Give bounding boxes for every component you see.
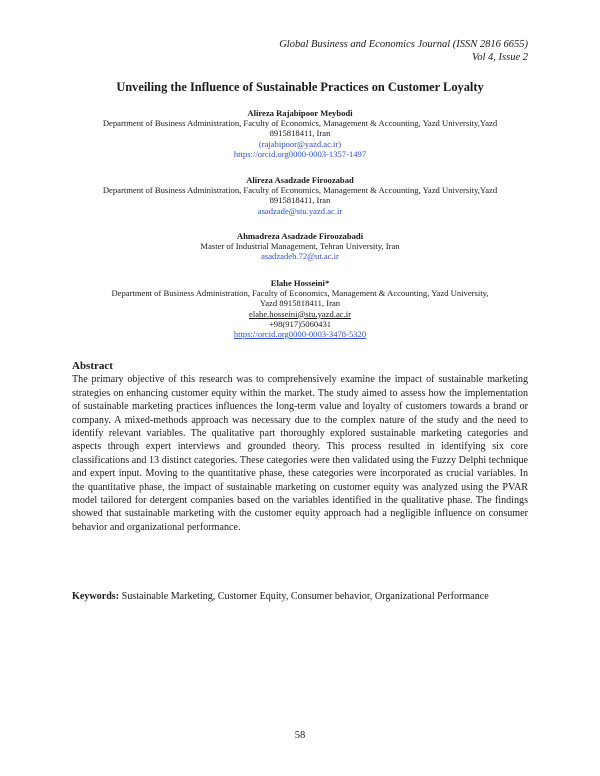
author-orcid-link[interactable]: https://orcid.org0000-0003-1357-1497 <box>233 148 367 159</box>
author-name: Alireza Rajabipoor Meybodi <box>247 108 353 118</box>
author-email[interactable]: elahe.hosseini@stu.yazd.ac.ir <box>249 308 351 319</box>
author-affiliation: Yazd 8915818411, Iran <box>259 298 341 309</box>
author-block <box>60 175 540 216</box>
author-affiliation: Master of Industrial Management, Tehran University, Iran <box>200 241 400 252</box>
author-phone: +98(917)5060431 <box>268 318 332 329</box>
abstract-text: The primary objective of this research was to comprehensively examine the impact of sustainable marketing strategies on enhancing customer equity within the market. The study aimed to assess how the implementation of sustainable marketing practices influences the long-term value and loyalty of customers towards a brand or company. A mixed-methods approach was necessary due to the complex nature of the study and the need to identify relevant variables. The qualitative part thoroughly explored sustainable marketing categories and aspects through expert interviews and grounded theory. This process resulted in identifying six core classifications and 13 distinct categories. These categories were then validated using the Fuzzy Delphi technique and expert input. Moving to the quantitative phase, these categories were incorporated as crucial variables. In the quantitative phase, the impact of sustainable marketing on customer equity was analyzed using the PVAR model tailored for detergent companies based on the variables identified in the qualitative phase. The findings showed that sustainable marketing with the customer equity approach had a negligible influence on consumer behavior and organizational performance. <box>72 374 528 533</box>
author-name: Alireza Asadzade Firoozabad <box>246 175 354 185</box>
keywords-text: Sustainable Marketing, Customer Equity, Consumer behavior, Organizational Performance <box>121 591 489 602</box>
author-name: Ahmadreza Asadzade Firoozabadi <box>236 231 364 241</box>
author-affiliation: Department of Business Administration, Faculty of Economics, Management & Accounting, Yazd University, <box>111 288 489 299</box>
abstract-heading: Abstract <box>72 360 113 372</box>
paper-title: Unveiling the Influence of Sustainable Practices on Customer Loyalty <box>116 80 484 94</box>
author-affiliation: 8915818411, Iran <box>269 128 331 139</box>
author-affiliation: Department of Business Administration, Faculty of Economics, Management & Accounting, Yazd University,Yazd <box>102 118 498 129</box>
author-email[interactable]: (rajabipoor@yazd.ac.ir) <box>258 138 342 149</box>
abstract-section <box>72 360 528 534</box>
author-name: Elahe Hosseini* <box>270 278 330 288</box>
author-affiliation: Department of Business Administration, Faculty of Economics, Management & Accounting, Yazd University,Yazd <box>102 185 498 196</box>
journal-name: Global Business and Economics Journal (ISSN 2816 6655) <box>279 39 528 50</box>
keywords-label: Keywords: <box>72 591 120 602</box>
author-block <box>60 108 540 159</box>
journal-header <box>279 38 528 64</box>
journal-issue: Vol 4, Issue 2 <box>472 52 528 63</box>
author-email[interactable]: asadzade@stu.yazd.ac.ir <box>257 205 343 216</box>
author-block <box>60 278 540 339</box>
page-number: 58 <box>294 730 306 741</box>
author-email[interactable]: asadzadeh.72@ut.ac.ir <box>261 251 339 262</box>
keywords-section <box>72 590 528 603</box>
author-affiliation: 8915818411, Iran <box>269 195 331 206</box>
author-block <box>60 231 540 262</box>
author-orcid-link[interactable]: https://orcid.org0000-0003-3478-5320 <box>233 329 367 340</box>
